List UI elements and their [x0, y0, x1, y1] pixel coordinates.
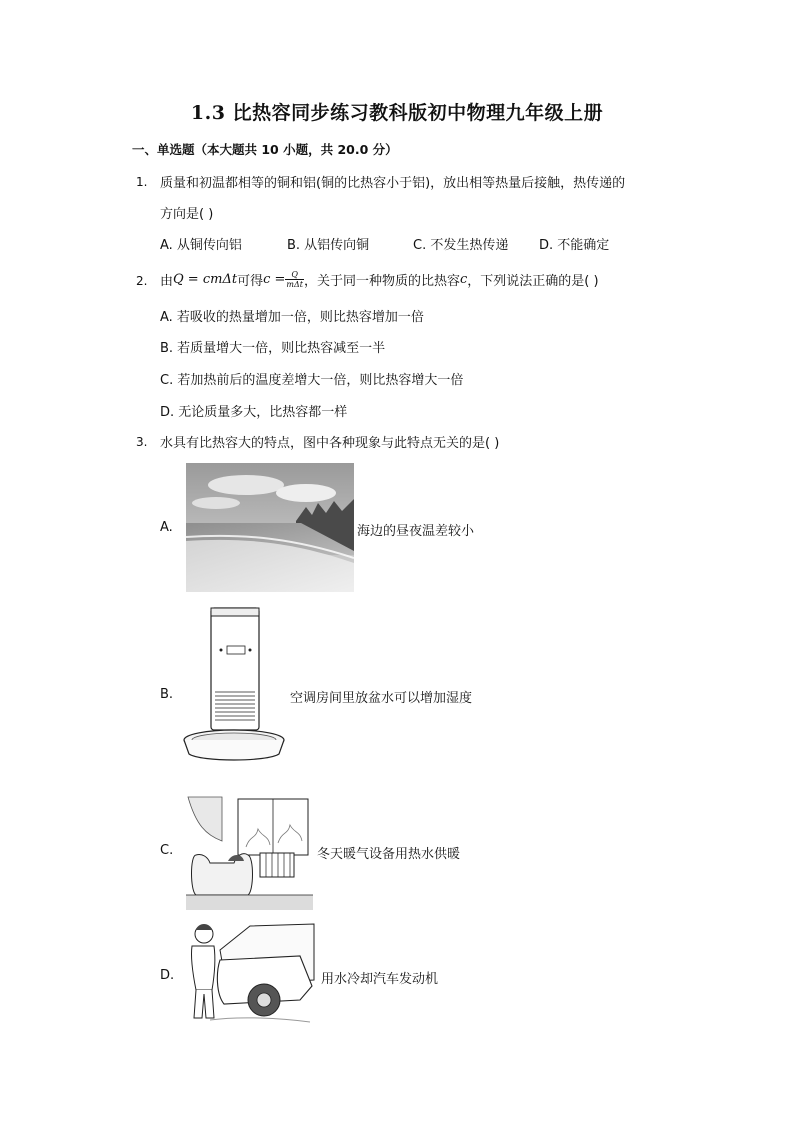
air-conditioner-image [181, 604, 287, 766]
formula-c-left: c = [263, 271, 286, 287]
question-3-option-b-letter[interactable]: B. [160, 687, 174, 702]
question-3-option-a-letter[interactable]: A. [160, 520, 173, 535]
question-3-option-c-letter[interactable]: C. [160, 843, 174, 858]
question-1-number: 1. [136, 175, 148, 189]
fraction-denominator: mΔt [286, 279, 303, 289]
question-2-text-pre: 由 [160, 273, 174, 289]
question-2-option-b[interactable]: B. 若质量增大一倍，则比热容减至一半 [160, 341, 386, 356]
question-3-number: 3. [136, 435, 148, 449]
question-2-option-c[interactable]: C. 若加热前后的温度差增大一倍，则比热容增大一倍 [160, 373, 464, 388]
question-3-option-a-caption: 海边的昼夜温差较小 [357, 524, 475, 539]
question-3-option-b-caption: 空调房间里放盆水可以增加湿度 [290, 691, 473, 706]
radiator-room-image [186, 795, 313, 910]
question-2-option-d[interactable]: D. 无论质量多大，比热容都一样 [160, 405, 348, 420]
question-2-text-end: ，下列说法正确的是( ) [467, 273, 599, 289]
question-1-option-c[interactable]: C. 不发生热传递 [413, 238, 509, 253]
page-title: 1.3 比热容同步练习教科版初中物理九年级上册 [190, 102, 604, 124]
question-1-text-line1: 质量和初温都相等的铜和铝(铜的比热容小于铝)，放出相等热量后接触，热传递的 [160, 176, 626, 191]
formula-heat: Q = cmΔt [173, 271, 238, 287]
beach-image [186, 463, 354, 592]
question-2-number: 2. [136, 274, 148, 288]
variable-c: c [459, 271, 468, 287]
question-2-option-a[interactable]: A. 若吸收的热量增加一倍，则比热容增加一倍 [160, 310, 424, 325]
question-3-option-d-letter[interactable]: D. [160, 968, 175, 983]
question-1-text-line2: 方向是( ) [160, 207, 214, 222]
question-2-text-post: ，关于同一种物质的比热容 [303, 273, 460, 289]
question-1-option-d[interactable]: D. 不能确定 [539, 238, 610, 253]
question-1-option-a[interactable]: A. 从铜传向铝 [160, 238, 242, 253]
question-2-text-mid: 可得 [237, 273, 264, 289]
question-2-text [160, 266, 599, 292]
car-engine-image [180, 920, 317, 1028]
question-1-option-b[interactable]: B. 从铝传向铜 [287, 238, 370, 253]
question-3-text: 水具有比热容大的特点，图中各种现象与此特点无关的是( ) [160, 436, 500, 451]
formula-fraction [285, 270, 304, 289]
question-3-option-c-caption: 冬天暖气设备用热水供暖 [317, 847, 461, 862]
section-heading: 一、单选题（本大题共 10 小题，共 20.0 分） [132, 142, 398, 157]
question-3-option-d-caption: 用水冷却汽车发动机 [321, 972, 439, 987]
fraction-numerator: Q [285, 270, 304, 280]
